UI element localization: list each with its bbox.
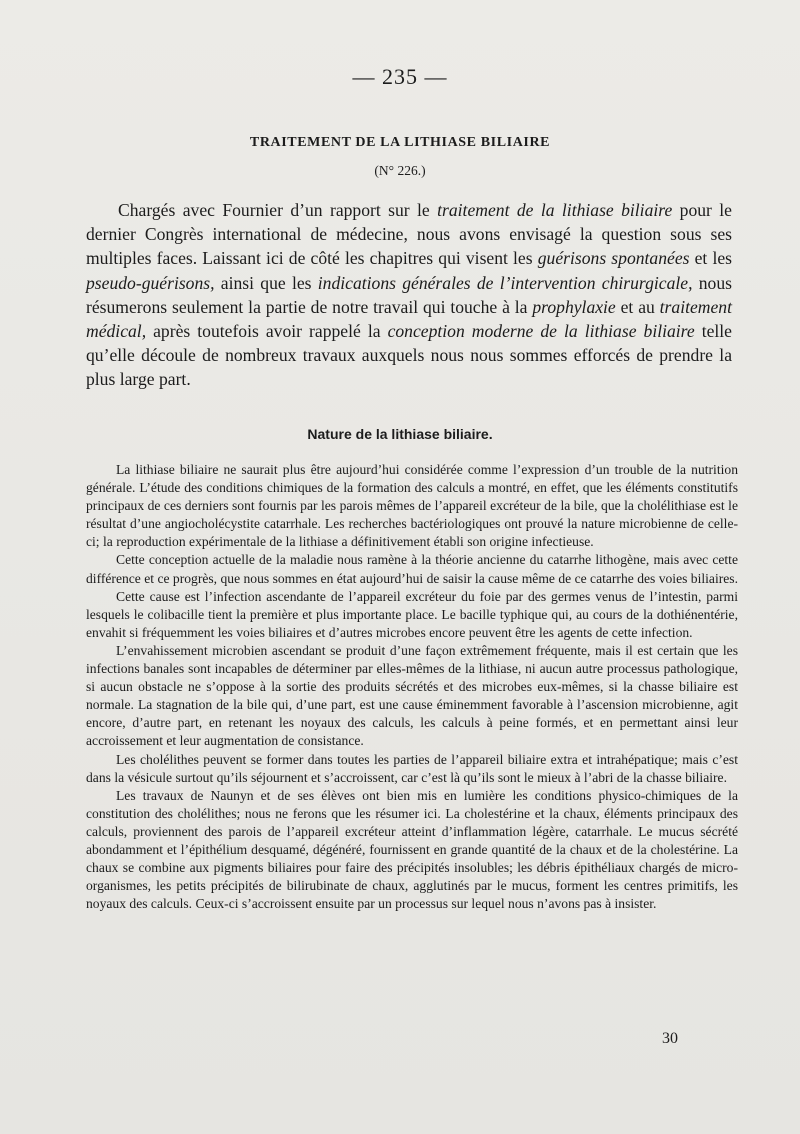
body-paragraph: La lithiase biliaire ne saurait plus être aujourd’hui considérée comme l’expression d’un trouble de la nutrition générale. L’étude des conditions chimiques de la formation des calculs a montré, en effet, que les éléments constitutifs principaux de ces derniers sont fournis par les parois mêmes de l’appareil excréteur de la bile, que la cholélithiase est le résultat d’une angiocholécystite catarrhale. Les recherches bactériologiques ont prouvé la nature microbienne de celle-ci; la reproduction expérimentale de la lithiase a définitivement établi son origine infectieuse. [86,462,738,550]
body-paragraph: L’envahissement microbien ascendant se produit d’une façon extrêmement fréquente, mais il est certain que les infections banales sont incapables de déterminer par elles-mêmes de la lithiase, ni aucun autre processus pathologique, si aucun obstacle ne s’oppose à la sortie des produits sécrétés et des microbes eux-mêmes, si la chasse biliaire est normale. La stagnation de la bile qui, d’une part, est une cause éminemment favorable à l’ascension microbienne, agit encore, d’autre part, en retenant les noyaux des calculs, les calculs à peine formés, et en permettant ainsi leur accroissement et leur augmentation de consistance. [86,642,738,749]
body-text [86,461,738,913]
section-number: (N° 226.) [374,163,426,178]
intro-run-italic: guérisons spontanées [537,248,690,269]
intro-run: nous résumerons seulement la partie de notre travail qui touche à la [86,272,732,317]
body-paragraph: Les cholélithes peuvent se former dans toutes les parties de l’appareil biliaire extra et intrahépatique; mais c’est dans la vésicule surtout qu’ils séjournent et s’accroissent, car c’est là qu’ils sont le mieux à l’abri de la chasse biliaire. [86,751,738,785]
body-paragraph: Les travaux de Naunyn et de ses élèves ont bien mis en lumière les conditions physico-chimiques de la constitution des cholélithes; nous ne ferons que les résumer ici. La cholestérine et la chaux, éléments principaux des calculs, proviennent des parois de l’appareil excréteur atteint d’inflammation légère, catarrhale. Le mucus sécrété abondamment et l’épithélium desquamé, dégénéré, fournissent en grande quantité de la chaux et de la cholestérine. La chaux se combine aux pigments biliaires pour faire des précipités insolubles; les débris épithéliaux chargés de micro-organismes, les petits précipités de bilirubinate de chaux, agglutinés par le mucus, forment les centres primitifs, les noyaux des calculs. Ceux-ci s’accroissent ensuite par un processus sur lequel nous n’avons pas à insister. [86,787,738,912]
section-title: TRAITEMENT DE LA LITHIASE BILIAIRE [249,135,551,150]
subheading: Nature de la lithiase biliaire. [307,426,493,442]
body-paragraph: Cette conception actuelle de la maladie nous ramène à la théorie ancienne du catarrhe lithogène, mais avec cette différence et ce progrès, que nous sommes en état aujourd’hui de saisir la cause même de ce catarrhe des voies biliaires. [86,552,738,586]
intro-run-italic: traitement de la lithiase biliaire [437,200,673,220]
intro-run: après toutefois avoir rappelé la [146,321,388,342]
intro-run: Chargés avec Fournier d’un rapport sur le [118,200,438,220]
intro-run-italic: conception moderne de la lithiase biliaire [387,321,695,342]
intro-run-italic: prophylaxie [532,296,616,317]
folio-number: 30 [662,1030,678,1047]
intro-run: pour le dernier Congrès international de médecine, nous avons envisagé la question sous ses multiples faces. Laissant ici de côté les chapitres qui visent les [86,200,732,269]
intro-run-italic: pseudo-guérisons, [86,272,215,293]
intro-run-italic: traitement médical, [86,296,732,342]
intro-run: et les [689,248,732,269]
intro-paragraph [86,198,732,392]
intro-run: et au [615,296,660,317]
intro-run-italic: indications générales de l’intervention chirurgicale, [317,272,693,293]
page-number: — 235 — [352,64,448,89]
intro-run: telle qu’elle découle de nombreux travaux auxquels nous nous sommes efforcés de prendre la plus large part. [86,321,732,390]
body-paragraph: Cette cause est l’infection ascendante de l’appareil excréteur du foie par des germes venus de l’intestin, parmi lesquels le colibacille tient la première et plus importante place. Le bacille typhique qui, au cours de la dothiénentérie, envahit si fréquemment les voies biliaires et d’autres microbes encore peuvent être les agents de cette infection. [86,588,738,640]
intro-run: ainsi que les [214,272,318,293]
